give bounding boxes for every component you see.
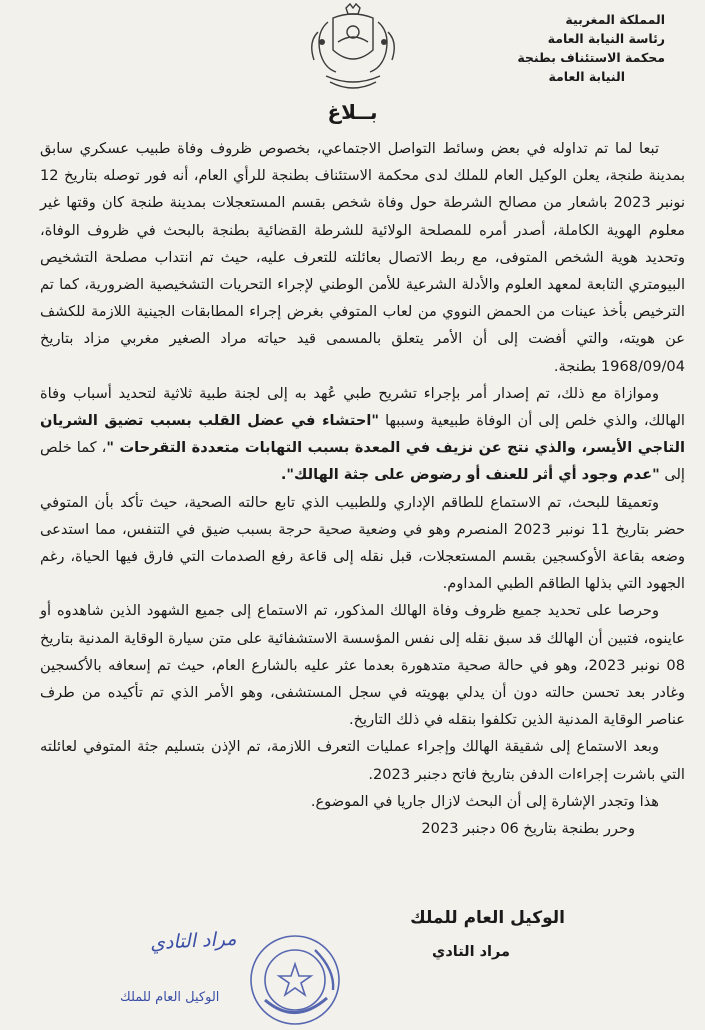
letterhead-prosecution: النيابة العامة [548, 69, 625, 84]
letterhead-court: محكمة الاستئناف بطنجة [517, 50, 665, 65]
letterhead-presidency: رئاسة النيابة العامة [547, 31, 665, 46]
official-stamp-icon [245, 930, 345, 1030]
letterhead [455, 10, 665, 86]
paragraph-4: وحرصا على تحديد جميع ظروف وفاة الهالك المذكور، تم الاستماع إلى جميع الشهود الذين شاهدوه أو عاينوه، فتبين أن الهالك قد سبق نقله إلى نفس المؤسسة الاستشفائية على متن سيارة الوقاية المدنية بتاريخ 08 نونبر 2023، وهو في حالة صحية متدهورة بعدما عثر عليه بالشارع العام، حيث تم إسعافه بالأكسجين وغادر بعد تحسن حالته دون أن يدلي بهويته في سجل المستشفى، وهو الأمر الذي تم تأكيده من طرف عناصر الوقاية المدنية الذين تكلفوا بنقله في ذلك التاريخ. [40, 602, 685, 729]
paragraph-2: وموازاة مع ذلك، تم إصدار أمر بإجراء تشريح طبي عُهد به إلى لجنة طبية ثلاثية لتحديد أسباب وفاة الهالك، والذي خلص إلى أن الوفاة طبيعية وسببها "احتشاء في عضل القلب بسبب تضيق الشريان التاجي الأيسر، والذي نتج عن نزيف في المعدة بسبب التهابات متعددة التقرحات "، كما خلص إلى "عدم وجود أي أثر للعنف أو رضوض على جثة الهالك". [40, 384, 685, 484]
handwritten-name: مراد التادي [149, 927, 237, 955]
paragraph-5: وبعد الاستماع إلى شقيقة الهالك وإجراء عمليات التعرف اللازمة، تم الإذن بتسليم جثة المتوفي لعائلته التي باشرت إجراءات الدفن بتاريخ فاتح دجنبر 2023. [40, 738, 685, 783]
signature-title: الوكيل العام للملك [410, 908, 565, 928]
paragraph-3: وتعميقا للبحث، تم الاستماع للطاقم الإداري وللطبيب الذي تابع حالته الصحية، حيث تأكد بأن المتوفي حضر بتاريخ 11 نونبر 2023 المنصرم وهو في وضعية صحية حرجة بسبب ضيق في التنفس، مما استدعى وضعه بقاعة الأوكسجين بقسم المستعجلات، قبل نقله إلى قاعة رفع الصدمات التي فارق فيها الحياة، رغم الجهود التي بذلها الطاقم الطبي المداوم. [40, 493, 685, 593]
letterhead-kingdom: المملكة المغربية [565, 12, 665, 27]
paragraph-1: تبعا لما تم تداوله في بعض وسائط التواصل الاجتماعي، بخصوص ظروف وفاة طبيب عسكري سابق بمدينة طنجة، يعلن الوكيل العام للملك لدى محكمة الاستئناف بطنجة للرأي العام، أنه فور توصله بتاريخ 12 نونبر 2023 باشعار من مصالح الشرطة حول وفاة شخص بقسم المستعجلات بمدينة طنجة كان وقتها غير معلوم الهوية الكاملة، أصدر أمره للمصلحة الولائية للشرطة القضائية بطنجة بالبحث في ظروف الوفاة، وتحديد هوية الشخص المتوفى، مع ربط الاتصال بعائلته للتعرف عليه، حيث تم انتداب مصلحة التشخيص البيومتري التابعة لمعهد العلوم والأدلة الشرعية للأمن الوطني لإجراء التحريات التشخيصية الضرورية، كما تم الترخيص بأخذ عينات من الحمض النووي من لعاب المتوفي بغرض إجراء المطابقات الجينية اللازمة للكشف عن هويته، والتي أفضت إلى أن الأمر يتعلق بالمسمى قيد حياته مراد الصغير مغربي مزاد بتاريخ 1968/09/04 بطنجة. [40, 140, 686, 375]
paragraph-6: هذا وتجدر الإشارة إلى أن البحث لازال جاريا في الموضوع. [310, 792, 659, 810]
date-line: وحرر بطنجة بتاريخ 06 دجنبر 2023 [421, 820, 635, 838]
moroccan-coat-of-arms-icon [298, 2, 408, 98]
document-title: بــلاغ [327, 100, 378, 124]
signature-name: مراد التادي [432, 944, 510, 960]
document-body [40, 135, 685, 842]
stamp-caption: الوكيل العام للملك [120, 990, 220, 1005]
